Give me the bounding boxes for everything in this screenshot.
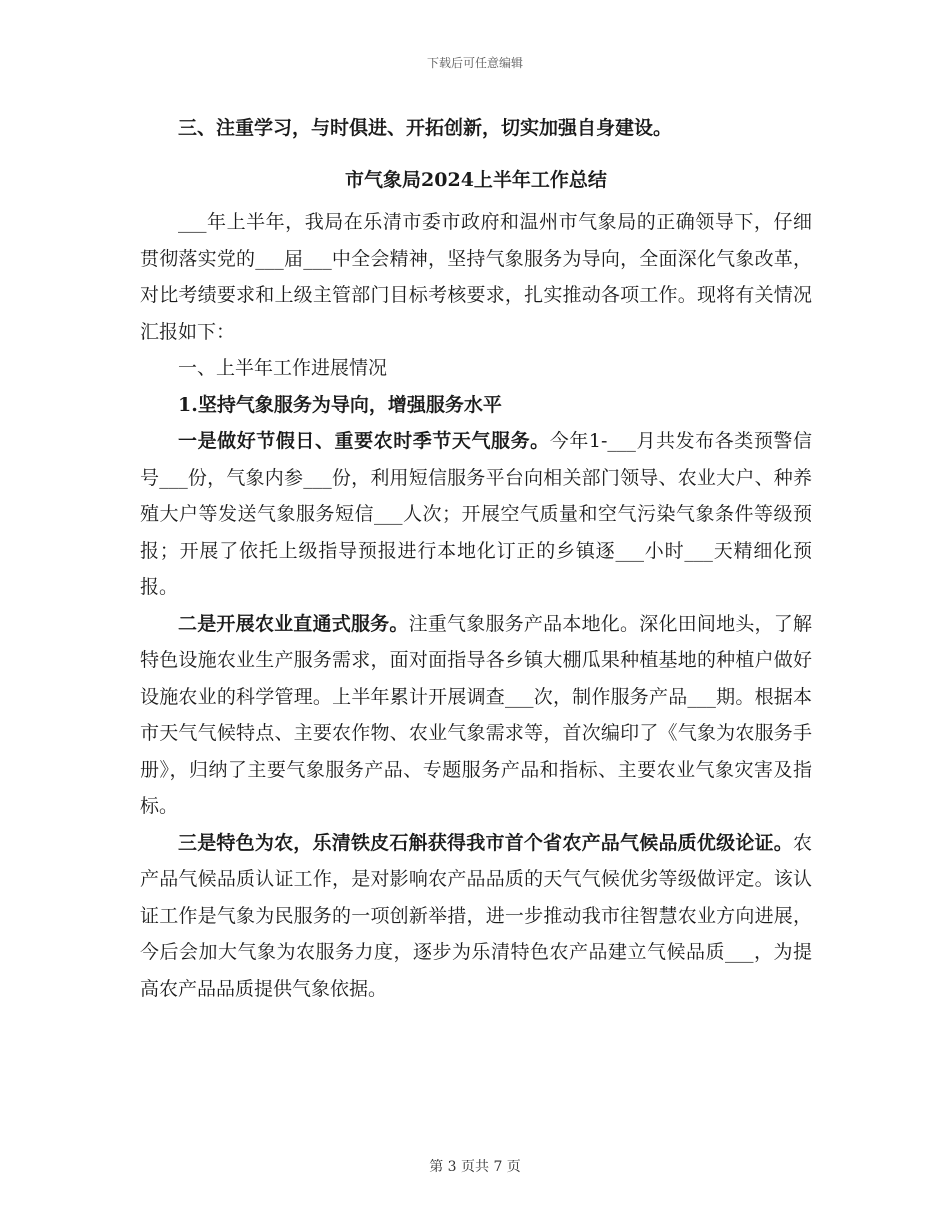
page-footer: 第 3 页共 7 页 [429, 1159, 521, 1175]
item-lead: 三是特色为农，乐清铁皮石斛获得我市首个省农产品气候品质优级论证。 [178, 831, 793, 854]
page-header: 下载后可任意编辑 [426, 56, 523, 70]
document-title: 市气象局2024上半年工作总结 [345, 169, 607, 191]
section-heading: 三、注重学习，与时俱进、开拓创新，切实加强自身建设。 [178, 117, 673, 139]
item-lead: 一是做好节假日、重要农时季节天气服务。 [178, 430, 550, 452]
item-body: 农产品气候品质认证工作，是对影响农产品品质的天气气候优劣等级做评定。该认证工作是气象为民服务的一项创新举措，进一步推动我市往智慧农业方向进展，今后会加大气象为农服务力度，逐步为乐清特色农产品建立气候品质___，为提高农产品品质提供气象依据。 [140, 831, 812, 1000]
item-body: 今年1-___月共发布各类预警信号___份，气象内参___份，利用短信服务平台向相关部门领导、农业大户、种养殖大户等发送气象服务短信___人次；开展空气质量和空气污染气象条件等级预报；开展了依托上级指导预报进行本地化订正的乡镇逐___小时___天精细化预报。 [140, 430, 812, 598]
item-lead: 二是开展农业直通式服务。 [178, 612, 409, 635]
item-paragraph-1 [140, 423, 812, 606]
document-body [140, 110, 812, 1007]
subheading: 1.坚持气象服务为导向，增强服务水平 [178, 393, 502, 416]
part-heading: 一、上半年工作进展情况 [178, 357, 388, 379]
item-paragraph-3 [140, 825, 812, 1008]
intro-paragraph: ___年上半年，我局在乐清市委市政府和温州市气象局的正确领导下，仔细贯彻落实党的___届___中全会精神，坚持气象服务为导向，全面深化气象改革，对比考绩要求和上级主管部门目标考核要求，扎实推动各项工作。现将有关情况汇报如下： [140, 211, 812, 343]
item-body: 注重气象服务产品本地化。深化田间地头，了解特色设施农业生产服务需求，面对面指导各乡镇大棚瓜果种植基地的种植户做好设施农业的科学管理。上半年累计开展调查___次，制作服务产品___期。根据本市天气气候特点、主要农作物、农业气象需求等，首次编印了《气象为农服务手册》，归纳了主要气象服务产品、专题服务产品和指标、主要农业气象灾害及指标。 [140, 612, 812, 817]
item-paragraph-2 [140, 606, 812, 825]
